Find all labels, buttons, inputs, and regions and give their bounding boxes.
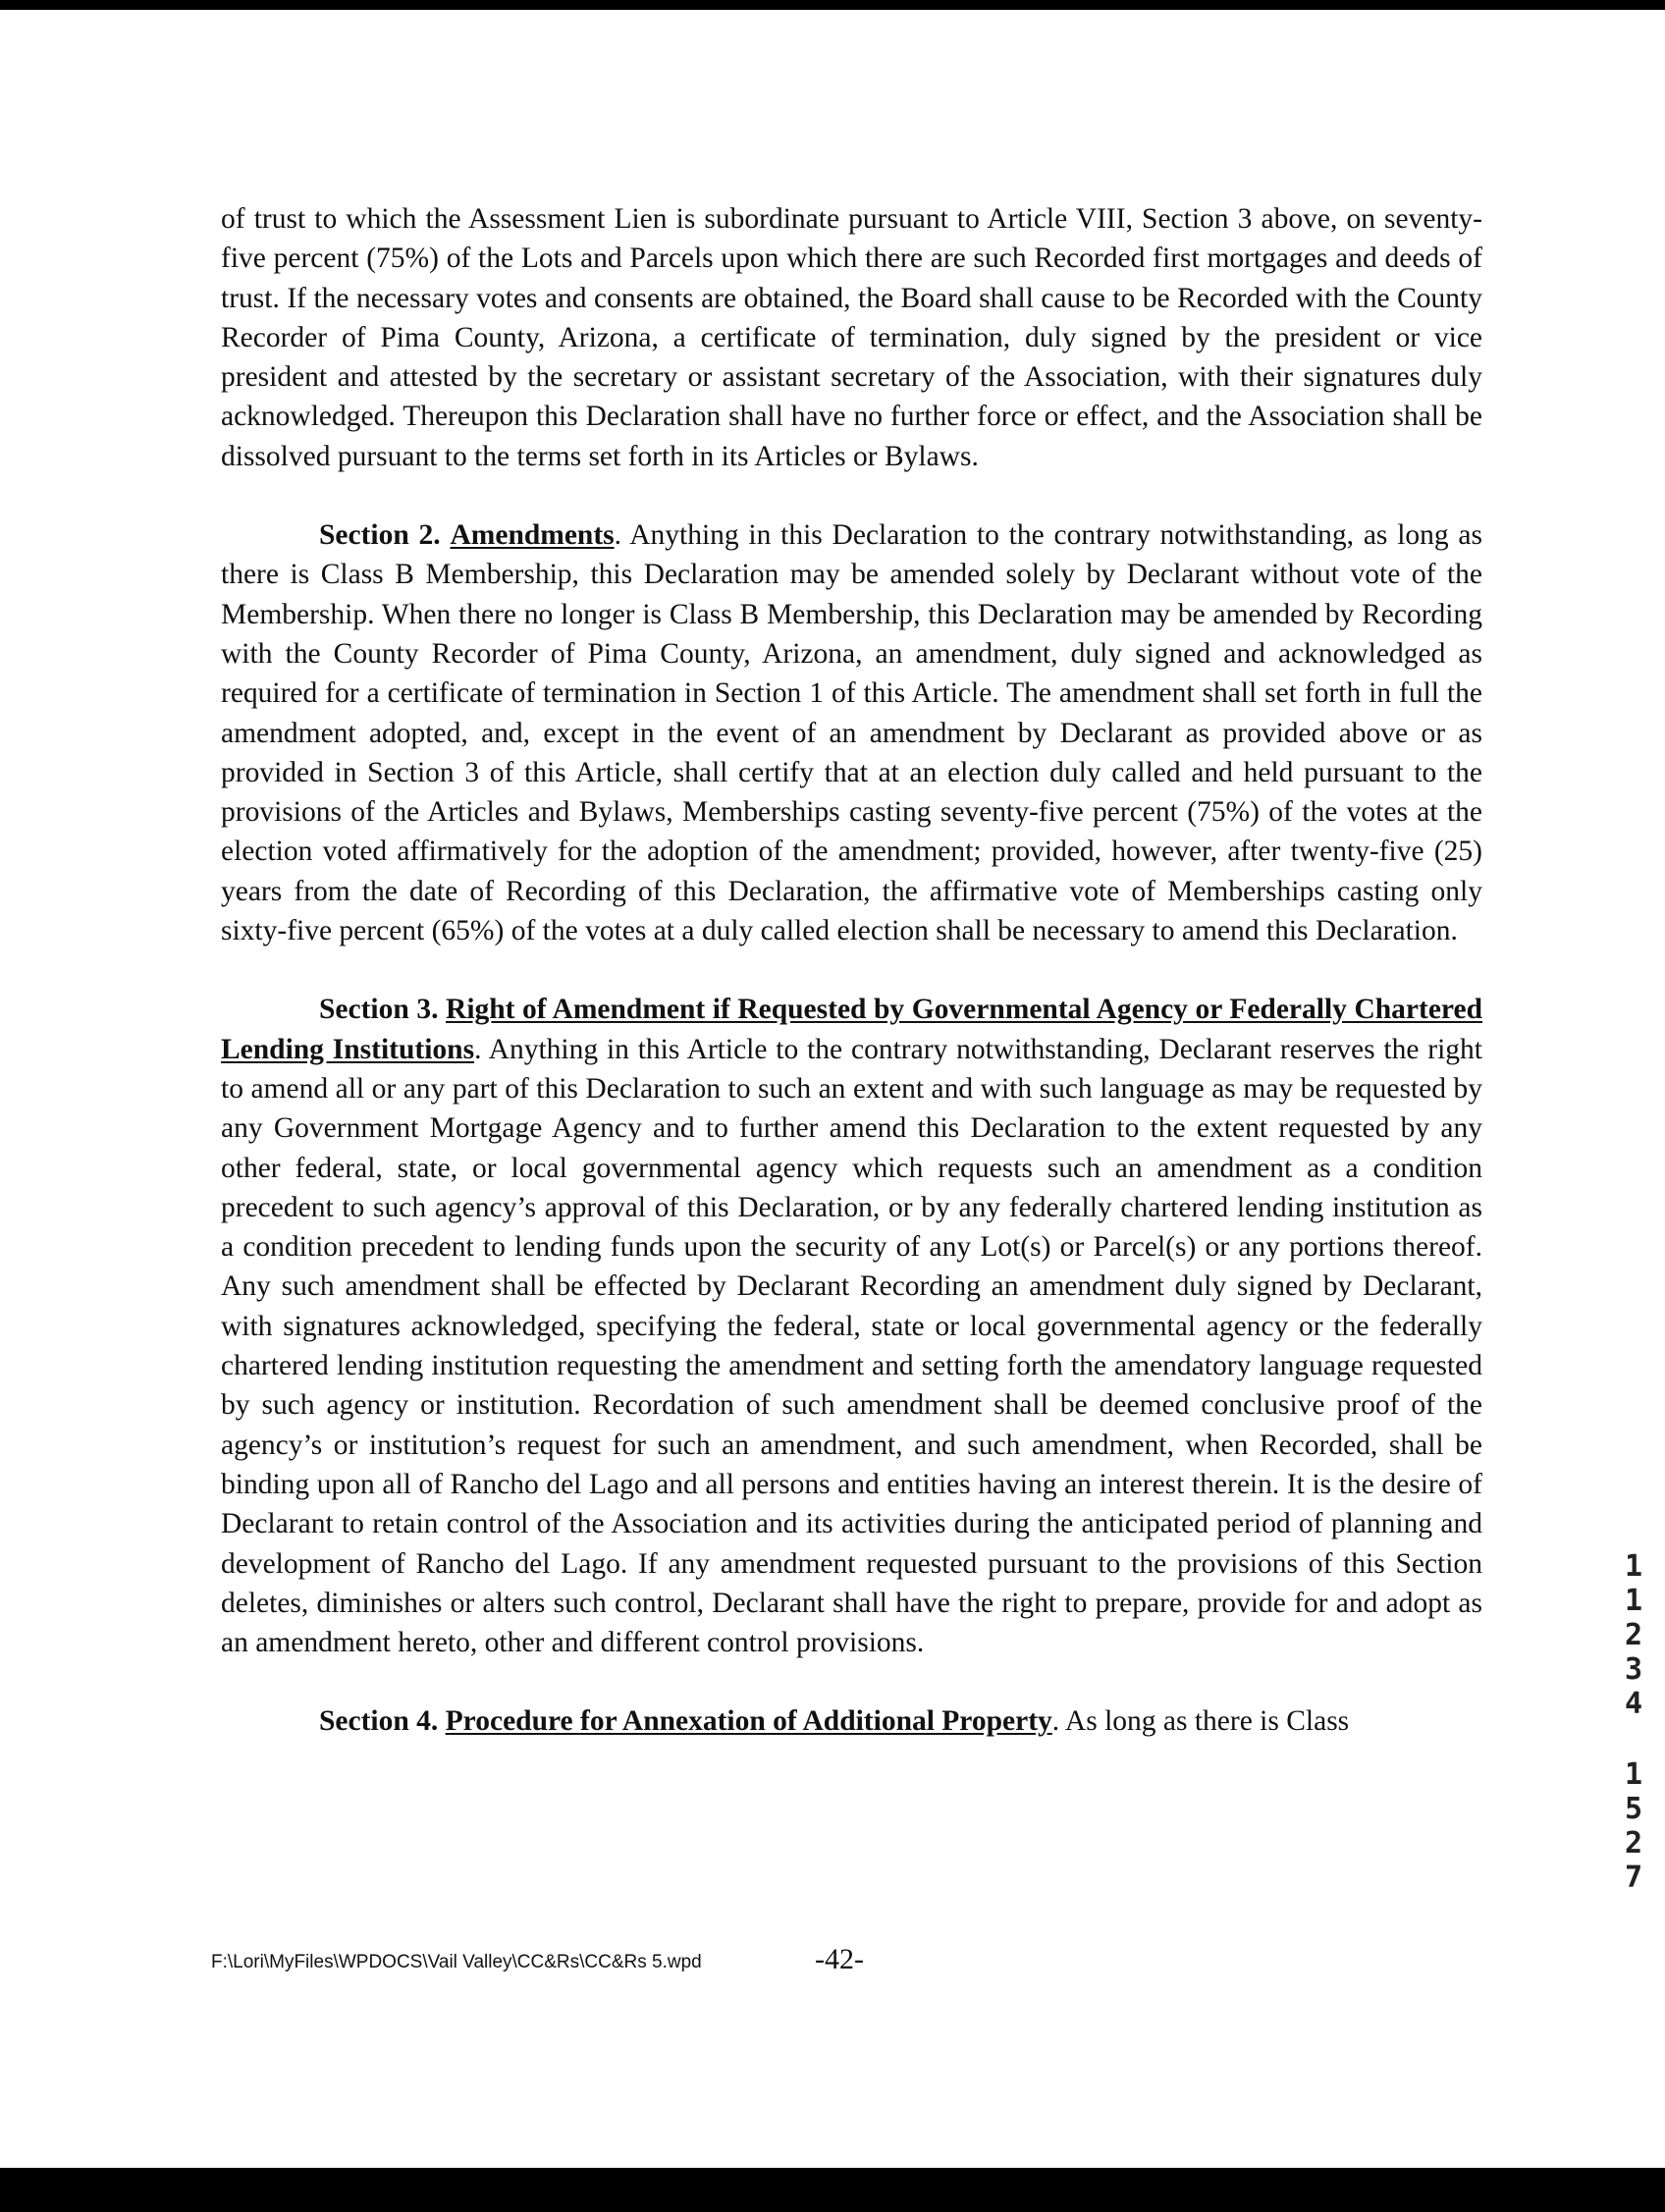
recording-stamp-upper	[1622, 1549, 1645, 1721]
stamp-digit: 2	[1624, 1826, 1643, 1861]
section-3-right-of-amendment	[221, 990, 1482, 1662]
section-title: Amendments	[450, 519, 615, 552]
stamp-digit: 5	[1624, 1792, 1643, 1826]
paragraph-text: . Anything in this Article to the contrary notwithstanding, Declarant reserves the right to amend all or any part of this Declaration to such an extent and with such language as may be requested by any Government Mortgage Agency and to further amend this Declaration to the extent requested by any other federal, state, or local governmental agency which requests such an amendment as a condition precedent to such agency’s approval of this Declaration, or by any federally chartered lending institution as a condition precedent to lending funds upon the security of any Lot(s) or Parcel(s) or any portions thereof. Any such amendment shall be effected by Declarant Recording an amendment duly signed by Declarant, with signatures acknowledged, specifying the federal, state or local governmental agency or the federally chartered lending institution requesting the amendment and setting forth the amendatory language requested by such agency or institution. Recordation of such amendment shall be deemed conclusive proof of the agency’s or institution’s request for such an amendment, and such amendment, when Recorded, shall be binding upon all of Rancho del Lago and all persons and entities having an interest therein. It is the desire of Declarant to retain control of the Association and its activities during the anticipated period of planning and development of Rancho del Lago. If any amendment requested pursuant to the provisions of this Section deletes, diminishes or alters such control, Declarant shall have the right to prepare, provide for and adopt as an amendment hereto, other and different control provisions.	[221, 1033, 1482, 1659]
stamp-digit: 1	[1624, 1549, 1643, 1584]
section-number: Section 3.	[319, 994, 439, 1026]
paragraph-termination-continued	[221, 199, 1482, 476]
stamp-digit: 1	[1624, 1584, 1643, 1618]
stamp-digit: 3	[1624, 1652, 1643, 1687]
paragraph-text: of trust to which the Assessment Lien is subordinate pursuant to Article VIII, Section 3 above, on seventy-five percent (75%) of the Lots and Parcels upon which there are such Recorded first mortgages and deeds of trust. If the necessary votes and consents are obtained, the Board shall cause to be Recorded with the County Recorder of Pima County, Arizona, a certificate of termination, duly signed by the president or vice president and attested by the secretary or assistant secretary of the Association, with their signatures duly acknowledged. Thereupon this Declaration shall have no further force or effect, and the Association shall be dissolved pursuant to the terms set forth in its Articles or Bylaws.	[221, 203, 1482, 472]
section-4-annexation	[221, 1701, 1482, 1741]
scan-border-top	[0, 0, 1665, 10]
stamp-digit: 4	[1624, 1687, 1643, 1721]
recording-stamp-lower	[1622, 1757, 1645, 1895]
section-title: Right of Amendment if Requested by Governmental Agency or Federally Chartered Lending Institutions	[221, 994, 1482, 1065]
stamp-digit: 7	[1624, 1861, 1643, 1895]
section-number: Section 2.	[319, 519, 441, 552]
document-body	[221, 199, 1482, 1742]
paragraph-text: . Anything in this Declaration to the contrary notwithstanding, as long as there is Class B Membership, this Declaration may be amended solely by Declarant without vote of the Membership. When there no longer is Class B Membership, this Declaration may be amended by Recording with the County Recorder of Pima County, Arizona, an amendment, duly signed and acknowledged as required for a certificate of termination in Section 1 of this Article. The amendment shall set forth in full the amendment adopted, and, except in the event of an amendment by Declarant as provided above or as provided in Section 3 of this Article, shall certify that at an election duly called and held pursuant to the provisions of the Articles and Bylaws, Memberships casting seventy-five percent (75%) of the votes at the election voted affirmatively for the adoption of the amendment; provided, however, after twenty-five (25) years from the date of Recording of this Declaration, the affirmative vote of Memberships casting only sixty-five percent (65%) of the votes at a duly called election shall be necessary to amend this Declaration.	[221, 519, 1482, 947]
paragraph-text: . As long as there is Class	[1051, 1705, 1350, 1738]
page-number: -42-	[815, 1943, 864, 1975]
section-2-amendments	[221, 515, 1482, 950]
stamp-digit: 1	[1624, 1757, 1643, 1792]
section-title: Procedure for Annexation of Additional Property	[445, 1705, 1052, 1738]
footer-file-path: F:\Lori\MyFiles\WPDOCS\Vail Valley\CC&Rs\CC&Rs 5.wpd	[211, 1952, 702, 1972]
stamp-digit: 2	[1624, 1618, 1643, 1652]
scan-border-bottom	[0, 2168, 1665, 2212]
section-number: Section 4.	[319, 1705, 439, 1738]
